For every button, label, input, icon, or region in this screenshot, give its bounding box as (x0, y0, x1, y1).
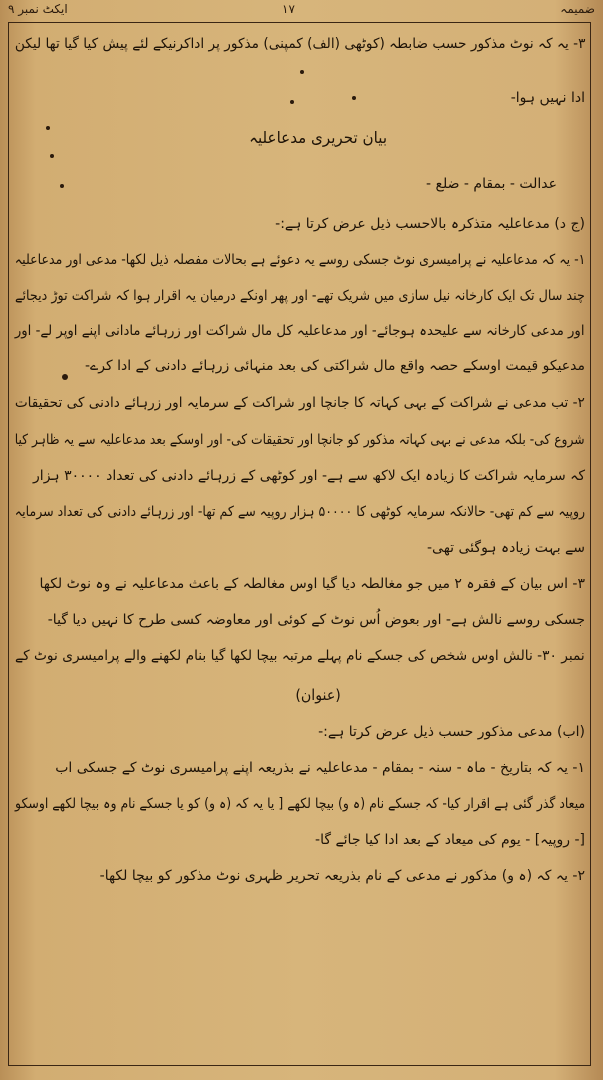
text-line: ادا نہیں ہوا- (510, 90, 585, 106)
text-line: مدعیکو قیمت اوسکے حصہ واقع مال شراکتی کی بعد منہائی زرہائے دادنی کے ادا کرے- (84, 358, 585, 374)
text-line: شروع کی- بلکہ مدعی نے بہی کہاتہ مذکور کو جانچا اور تحقیقات کی- اور اوسکے بعد مدعاعلیہ سے یہ ظاہر کیا (15, 432, 585, 448)
text-line: ۲- یہ کہ (ہ و) مذکور نے مدعی کے نام بذریعہ تحریر ظہری نوٹ مذکور کو بیچا لکھا- (99, 868, 585, 884)
text-line: ۳- یہ کہ نوٹ مذکور حسب ضابطہ (کوٹھی (الف) کمپنی) مذکور پر اداکرنیکے لئے پیش کیا گیا تھا لیکن (14, 36, 585, 52)
section-heading: بیان تحریری مدعاعلیہ (249, 128, 388, 147)
text-line: ۲- تب مدعی نے شراکت کے بہی کہاتہ کا جانچا اور شراکت کے سرمایہ اور زرہائے دادنی کی تحقیقات (14, 395, 585, 411)
text-line: سے بہت زیادہ ہوگئی تھی- (426, 540, 585, 556)
text-line: ۱- یہ کہ مدعاعلیہ نے پرامیسری نوٹ جسکی روسے یہ دعوئے ہے بحالات مفصلہ ذیل لکھا- مدعی اور مدعاعلیہ (14, 252, 585, 268)
ink-spot (62, 374, 68, 380)
text-line: [- روپیہ] - یوم کی میعاد کے بعد ادا کیا جائے گا- (315, 832, 585, 848)
text-line: ۳- اس بیان کے فقرہ ۲ میں جو مغالطہ دیا گیا اوس مغالطہ کے باعث مدعاعلیہ نے وہ نوٹ لکھا (39, 576, 585, 592)
text-line: میعاد گذر گئی ہے اقرار کیا- کہ جسکے نام (ہ و) بیچا لکھے [ یا یہ کہ (ہ و) کو یا جسکے نام وہ بیچا لکھے اوسکو (14, 796, 585, 812)
header-right: ضمیمہ (560, 2, 595, 16)
text-line: کہ سرمایہ شراکت کا زیادہ ایک لاکھ سے ہے- اور کوٹھی کے زرہائے دادنی کی تعداد ۳۰۰۰۰ ہزار (33, 468, 585, 484)
court-heading: عدالت - بمقام - ضلع - (426, 176, 557, 192)
ink-spot (60, 184, 64, 188)
ink-spot (300, 70, 304, 74)
ink-spot (290, 100, 294, 104)
text-line: جسکی روسے نالش ہے- اور بعوض اُس نوٹ کے کوئی اور معاوضہ کسی طرح کا نہیں دیا گیا- (47, 612, 585, 628)
text-line: (ج د) مدعاعلیہ متذکرہ بالاحسب ذیل عرض کرتا ہے:- (275, 216, 585, 232)
text-line: چند سال تک ایک کارخانہ نیل سازی میں شریک تھے- اور پھر اونکے درمیان یہ اقرار ہوا کہ شراکت توڑ دیجائے (15, 288, 585, 304)
text-line: روپیہ سے کم تھی- حالانکہ سرمایہ کوٹھی کا ۵۰۰۰۰ ہزار روپیہ سے کم تھا- اور زرہائے دادنی کی تعداد سرمایہ (14, 504, 585, 520)
page-number: ۱۷ (282, 2, 295, 16)
ink-spot (46, 126, 50, 130)
title-placeholder: (عنوان) (295, 686, 341, 704)
ink-spot (352, 96, 356, 100)
header-left: ایکٹ نمبر ۹ (8, 2, 68, 16)
text-line: (اب) مدعی مذکور حسب ذیل عرض کرتا ہے:- (318, 724, 585, 740)
text-line: ۱- یہ کہ بتاریخ - ماہ - سنہ - بمقام - مدعاعلیہ نے بذریعہ اپنے پرامیسری نوٹ کے جسکی اب (55, 760, 585, 776)
text-line: نمبر ۳۰- نالش اوس شخص کی جسکے نام پہلے مرتبہ بیچا لکھا گیا بنام لکھنے والے پرامیسری نوٹ کے (15, 648, 585, 664)
ink-spot (50, 154, 54, 158)
text-line: اور مدعی کارخانہ سے علیحدہ ہوجائے- اور مدعاعلیہ کل مال شراکت اور زرہائے مادانی اپنے اوپر لے- اور (15, 323, 585, 339)
